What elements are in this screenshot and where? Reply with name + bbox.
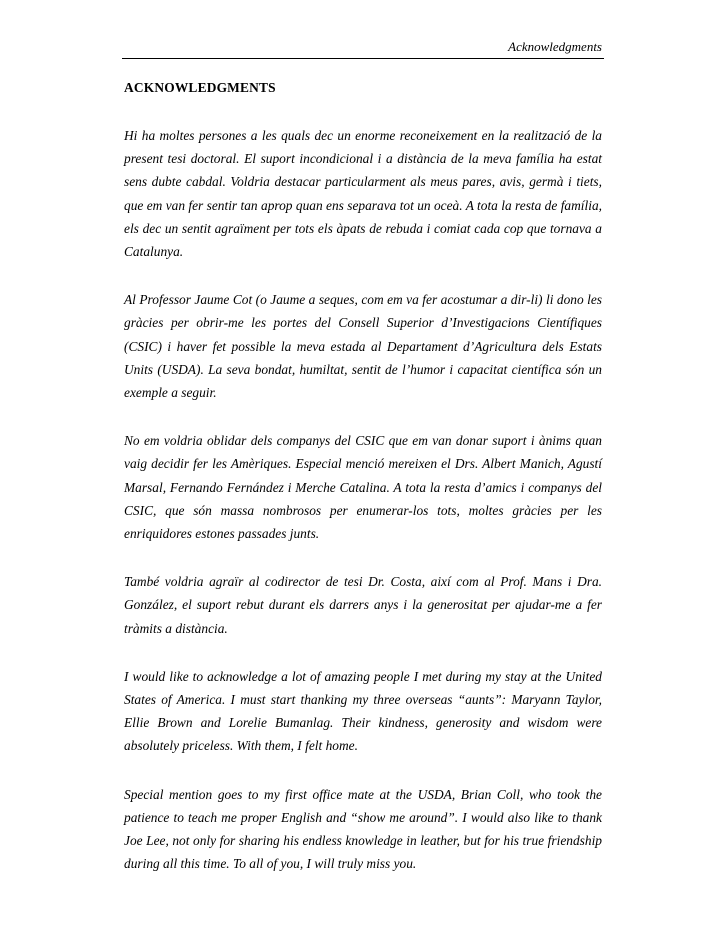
page-body [124, 77, 602, 875]
paragraph-usa-people: I would like to acknowledge a lot of amazing people I met during my stay at the United States of America. I must start thanking my three overseas “aunts”: Maryann Taylor, Ellie Brown and Lorelie Bumanlag. Their kindness, generosity and wisdom were absolutely priceless. With them, I felt home. [124, 668, 602, 754]
paragraph-professor: Al Professor Jaume Cot (o Jaume a seques, com em va fer acostumar a dir-li) li dono les gràcies per obrir-me les portes del Consell Superior d’Investigacions Científiques (CSIC) i haver fet possible la meva estada al Departament d’Agricultura dels Estats Units (USDA). La seva bondat, humiltat, sentit de l’humor i capacitat científica són un exemple a seguir. [124, 292, 602, 401]
paragraph-csic-colleagues: No em voldria oblidar dels companys del CSIC que em van donar suport i ànims quan vaig decidir fer les Amèriques. Especial menció mereixen el Drs. Albert Manich, Agustí Marsal, Fernando Fernández i Merche Catalina. A tota la resta d’amics i companys del CSIC, que són massa nombrosos per enumerar-los tots, moltes gràcies per les enriquidores estones passades junts. [124, 433, 602, 542]
paragraph-codirector: També voldria agraïr al codirector de tesi Dr. Costa, així com al Prof. Mans i Dra. González, el suport rebut durant els darrers anys i la generositat per ajudar-me a fer tràmits a distància. [124, 574, 602, 636]
running-header-title: Acknowledgments [508, 39, 602, 54]
header-divider [122, 58, 604, 59]
paragraph-usda-office: Special mention goes to my first office mate at the USDA, Brian Coll, who took the patience to teach me proper English and “show me around”. I would also like to thank Joe Lee, not only for sharing his endless knowledge in leather, but for his true friendship during all this time. To all of you, I will truly miss you. [124, 786, 602, 872]
page-title: ACKNOWLEDGMENTS [124, 80, 276, 95]
paragraph-family: Hi ha moltes persones a les quals dec un enorme reconeixement en la realització de la present tesi doctoral. El suport incondicional i a distància de la meva família ha estat sens dubte cabdal. Voldria destacar particularment als meus pares, avis, germà i tiets, que em van fer sentir tan aprop quan ens separava tot un oceà. A tota la resta de família, els dec un sentit agraïment per tots els àpats de rebuda i comiat cada cop que tornava a Catalunya. [124, 128, 602, 260]
